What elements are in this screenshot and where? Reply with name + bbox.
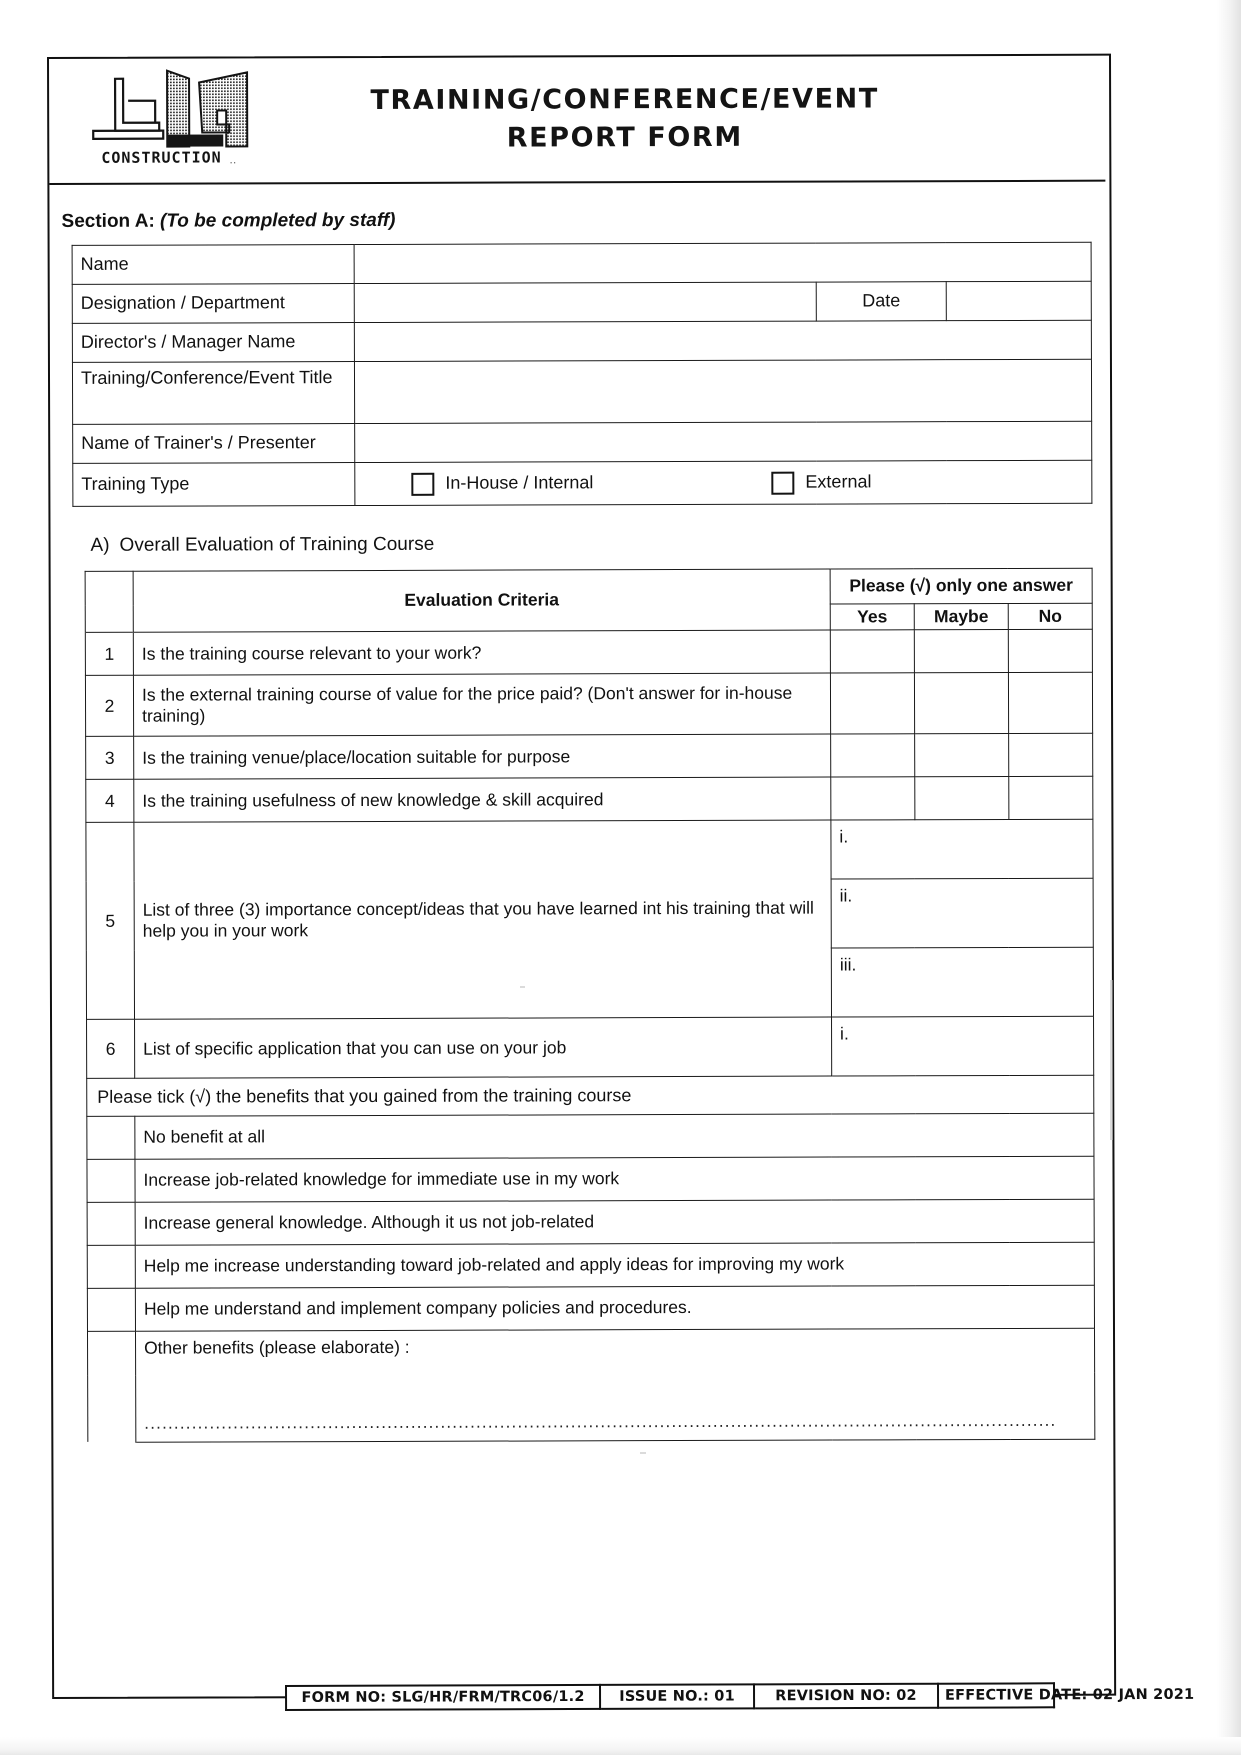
part-a-heading xyxy=(90,532,1106,557)
section-a-table-wrap xyxy=(72,242,1093,507)
label-training-type: Training Type xyxy=(73,463,355,507)
benefit-checkbox-3[interactable] xyxy=(87,1202,135,1245)
answer-maybe-4[interactable] xyxy=(915,777,1009,820)
benefit-checkbox-2[interactable] xyxy=(87,1159,135,1202)
table-row-benefit-5 xyxy=(87,1285,1094,1331)
answer-no-3[interactable] xyxy=(1009,734,1093,777)
header-number-col xyxy=(85,571,133,633)
training-type-option-external[interactable] xyxy=(771,471,871,494)
benefit-label-5: Help me understand and implement company policies and procedures. xyxy=(135,1285,1094,1331)
benefit-checkbox-4[interactable] xyxy=(87,1245,135,1288)
section-a-heading-bold: Section A: xyxy=(61,210,155,232)
benefit-other-dotted-line: .......................................................................................................................................................... xyxy=(144,1410,1057,1433)
criteria-6-marker-i: i. xyxy=(840,1023,849,1044)
input-designation[interactable] xyxy=(354,282,816,322)
criteria-text-3: Is the training venue/place/location suitable for purpose xyxy=(134,734,831,779)
benefit-label-other: Other benefits (please elaborate) : xyxy=(135,1328,1094,1376)
benefit-label-1: No benefit at all xyxy=(135,1113,1094,1159)
svg-text:..: .. xyxy=(229,153,237,167)
criteria-number-2: 2 xyxy=(85,676,133,737)
company-logo xyxy=(49,60,264,181)
input-director-manager[interactable] xyxy=(354,320,1091,361)
document-content xyxy=(49,56,1109,1443)
input-name[interactable] xyxy=(354,242,1091,283)
form-footer xyxy=(285,1682,1195,1711)
label-event-title: Training/Conference/Event Title xyxy=(72,362,354,425)
table-row-benefit-other xyxy=(87,1328,1094,1376)
table-row-benefit-4 xyxy=(87,1242,1094,1288)
table-row-criteria-2 xyxy=(85,673,1092,737)
training-type-label-external: External xyxy=(805,471,872,492)
table-row-benefit-other-dots xyxy=(88,1372,1095,1442)
form-title-block xyxy=(264,79,1105,158)
criteria-5-marker-ii: ii. xyxy=(839,885,853,906)
answer-no-2[interactable] xyxy=(1008,673,1092,734)
benefit-other-input[interactable] xyxy=(136,1372,1095,1442)
benefit-label-4: Help me increase understanding toward job-related and apply ideas for improving my work xyxy=(135,1242,1094,1288)
label-name: Name xyxy=(72,245,354,285)
table-row-designation xyxy=(72,281,1091,323)
form-title-line-1: TRAINING/CONFERENCE/EVENT xyxy=(370,83,879,116)
table-row-benefit-1 xyxy=(87,1113,1094,1159)
footer-issue-no: ISSUE NO.: 01 xyxy=(600,1684,754,1709)
benefit-checkbox-5[interactable] xyxy=(87,1288,135,1331)
benefit-checkbox-1[interactable] xyxy=(87,1116,135,1159)
criteria-text-2: Is the external training course of value for the price paid? (Don't answer for in-house training) xyxy=(133,673,830,736)
scan-edge-bottom xyxy=(0,1737,1241,1755)
table-row-criteria-4 xyxy=(86,777,1093,823)
input-trainer-presenter[interactable] xyxy=(355,421,1092,462)
input-event-title[interactable] xyxy=(354,359,1091,423)
answer-maybe-2[interactable] xyxy=(914,673,1008,734)
table-row-benefit-3 xyxy=(87,1199,1094,1245)
slg-construction-logo-icon xyxy=(71,60,261,169)
table-row-director xyxy=(72,320,1091,362)
answer-maybe-1[interactable] xyxy=(914,630,1008,673)
answer-yes-4[interactable] xyxy=(831,777,915,820)
training-type-label-internal: In-House / Internal xyxy=(445,472,594,493)
criteria-5-marker-i: i. xyxy=(839,826,849,847)
label-director-manager: Director's / Manager Name xyxy=(72,323,354,363)
staff-details-table xyxy=(72,242,1093,507)
label-trainer-presenter: Name of Trainer's / Presenter xyxy=(73,424,355,464)
header-answer-maybe: Maybe xyxy=(914,603,1008,630)
scan-artifact xyxy=(520,986,525,988)
evaluation-header-row-1 xyxy=(85,568,1092,606)
part-a-heading-text: Overall Evaluation of Training Course xyxy=(119,533,435,556)
answer-yes-3[interactable] xyxy=(831,734,915,777)
criteria-text-1: Is the training course relevant to your work? xyxy=(133,630,830,675)
benefits-instruction: Please tick (√) the benefits that you gained from the training course xyxy=(87,1076,1094,1116)
benefits-instruction-row xyxy=(87,1076,1094,1116)
table-row-benefit-2 xyxy=(87,1156,1094,1202)
table-row-criteria-1 xyxy=(85,630,1092,676)
label-date: Date xyxy=(816,282,946,321)
criteria-5-marker-iii: iii. xyxy=(839,954,857,975)
criteria-number-5: 5 xyxy=(86,823,135,1020)
criteria-number-3: 3 xyxy=(86,737,134,780)
footer-table xyxy=(285,1682,1195,1711)
input-date[interactable] xyxy=(946,281,1091,320)
answer-yes-1[interactable] xyxy=(830,630,914,673)
criteria-5-input-ii[interactable] xyxy=(831,879,1093,949)
header-answer-yes: Yes xyxy=(830,603,914,630)
evaluation-table-wrap xyxy=(85,568,1096,1443)
criteria-6-input-i[interactable] xyxy=(831,1017,1093,1077)
table-row-criteria-5-item-1 xyxy=(86,820,1093,882)
footer-row xyxy=(286,1683,1054,1710)
table-row-event-title xyxy=(72,359,1091,424)
checkbox-icon-in-house[interactable] xyxy=(411,472,434,495)
svg-text:CONSTRUCTION: CONSTRUCTION xyxy=(101,148,222,167)
section-a-heading-italic: (To be completed by staff) xyxy=(160,209,396,232)
footer-revision-no: REVISION NO: 02 xyxy=(754,1684,938,1709)
label-designation: Designation / Department xyxy=(72,284,354,324)
scan-artifact xyxy=(1110,980,1113,1140)
criteria-text-5: List of three (3) importance concept/ideas that you have learned int his training that will help you in your work xyxy=(134,820,832,1019)
scan-edge-right xyxy=(1217,0,1241,1755)
table-row-trainer xyxy=(73,421,1092,463)
training-type-option-internal[interactable] xyxy=(411,472,593,496)
table-row-criteria-6 xyxy=(87,1017,1094,1079)
answer-no-1[interactable] xyxy=(1008,630,1092,673)
part-a-letter: A) xyxy=(90,534,110,556)
header-evaluation-criteria: Evaluation Criteria xyxy=(133,569,830,633)
answer-maybe-3[interactable] xyxy=(915,734,1009,777)
checkbox-icon-external[interactable] xyxy=(771,471,794,494)
answer-no-4[interactable] xyxy=(1009,777,1093,820)
benefit-checkbox-other[interactable] xyxy=(87,1331,135,1442)
training-type-options xyxy=(355,460,1092,505)
header-answer-no: No xyxy=(1008,603,1092,630)
answer-yes-2[interactable] xyxy=(830,673,914,734)
footer-form-no: FORM NO: SLG/HR/FRM/TRC06/1.2 xyxy=(286,1685,600,1710)
evaluation-table xyxy=(85,568,1096,1443)
table-row-training-type xyxy=(73,460,1092,506)
criteria-5-input-i[interactable] xyxy=(831,820,1093,880)
criteria-5-input-iii[interactable] xyxy=(831,948,1093,1018)
criteria-number-4: 4 xyxy=(86,780,134,823)
table-row-name xyxy=(72,242,1091,284)
criteria-number-1: 1 xyxy=(85,633,133,676)
section-a-heading xyxy=(61,208,1105,233)
form-title-line-2: REPORT FORM xyxy=(506,121,743,154)
header-answer-group: Please (√) only one answer xyxy=(830,568,1092,604)
table-row-criteria-3 xyxy=(86,734,1093,780)
scan-artifact xyxy=(640,1452,646,1454)
criteria-text-4: Is the training usefulness of new knowledge & skill acquired xyxy=(134,777,831,822)
benefit-label-2: Increase job-related knowledge for immediate use in my work xyxy=(135,1156,1094,1202)
form-header xyxy=(49,56,1105,185)
footer-effective-date: EFFECTIVE DATE: 02 JAN 2021 xyxy=(938,1683,1054,1707)
benefit-label-3: Increase general knowledge. Although it us not job-related xyxy=(135,1199,1094,1245)
criteria-text-6: List of specific application that you can use on your job xyxy=(135,1017,832,1078)
criteria-number-6: 6 xyxy=(87,1020,135,1079)
